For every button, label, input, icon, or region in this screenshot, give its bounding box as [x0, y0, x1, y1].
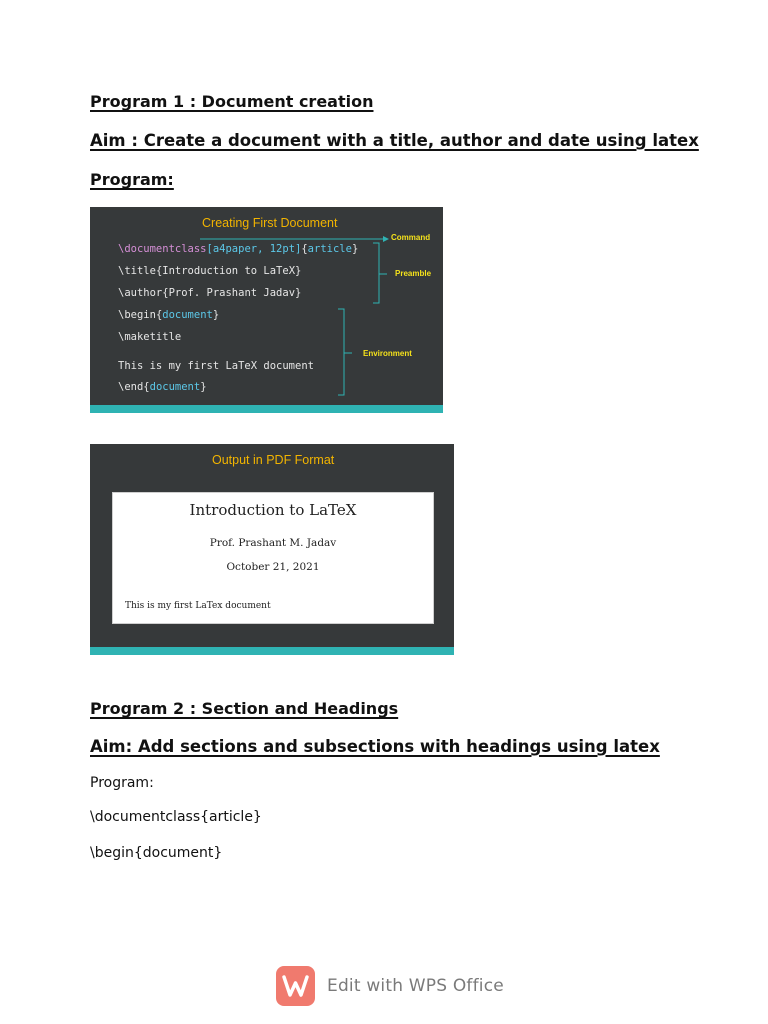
- code-line-maketitle: \maketitle: [118, 331, 182, 343]
- code-line-begin: \begin{document}: [118, 309, 220, 321]
- program1-aim: Aim : Create a document with a title, author and date using latex: [90, 131, 699, 150]
- program1-label: Program:: [90, 170, 174, 189]
- slide2-accent-bar: [90, 647, 454, 655]
- slide1-accent-bar: [90, 405, 443, 413]
- preamble-bracket: [373, 243, 379, 303]
- pdf-body-text: This is my first LaTex document: [125, 601, 271, 611]
- pdf-page: [112, 492, 434, 624]
- pdf-date: October 21, 2021: [226, 561, 320, 573]
- annotation-command: Command: [391, 233, 431, 242]
- program2-aim: Aim: Add sections and subsections with headings using latex: [90, 737, 660, 756]
- pdf-author: Prof. Prashant M. Jadav: [209, 537, 337, 549]
- program2-code-line1: \documentclass{article}: [90, 809, 262, 825]
- code-line-title: \title{Introduction to LaTeX}: [118, 265, 302, 277]
- code-line-end: \end{document}: [118, 381, 207, 393]
- command-arrow-head: [383, 236, 389, 242]
- wps-logo-icon: [276, 966, 315, 1006]
- code-line-author: \author{Prof. Prashant Jadav}: [118, 287, 302, 299]
- program2-label: Program:: [90, 775, 154, 791]
- wps-edit-link[interactable]: Edit with WPS Office: [327, 976, 504, 996]
- program1-heading: Program 1 : Document creation: [90, 92, 374, 111]
- program2-code-line2: \begin{document}: [90, 845, 223, 861]
- code-line-documentclass: \documentclass[a4paper, 12pt]{article}: [118, 243, 359, 255]
- environment-bracket: [338, 309, 344, 395]
- slide1-title: Creating First Document: [202, 216, 338, 230]
- wps-watermark[interactable]: [276, 966, 504, 1006]
- slide2-title: Output in PDF Format: [212, 453, 335, 467]
- annotation-environment: Environment: [363, 349, 412, 358]
- code-line-body: This is my first LaTeX document: [118, 360, 314, 372]
- program2-heading: Program 2 : Section and Headings: [90, 699, 399, 718]
- pdf-title: Introduction to LaTeX: [189, 501, 357, 519]
- pdf-output-slide-image: [90, 444, 454, 655]
- code-slide-image: [90, 207, 443, 413]
- annotation-preamble: Preamble: [395, 269, 432, 278]
